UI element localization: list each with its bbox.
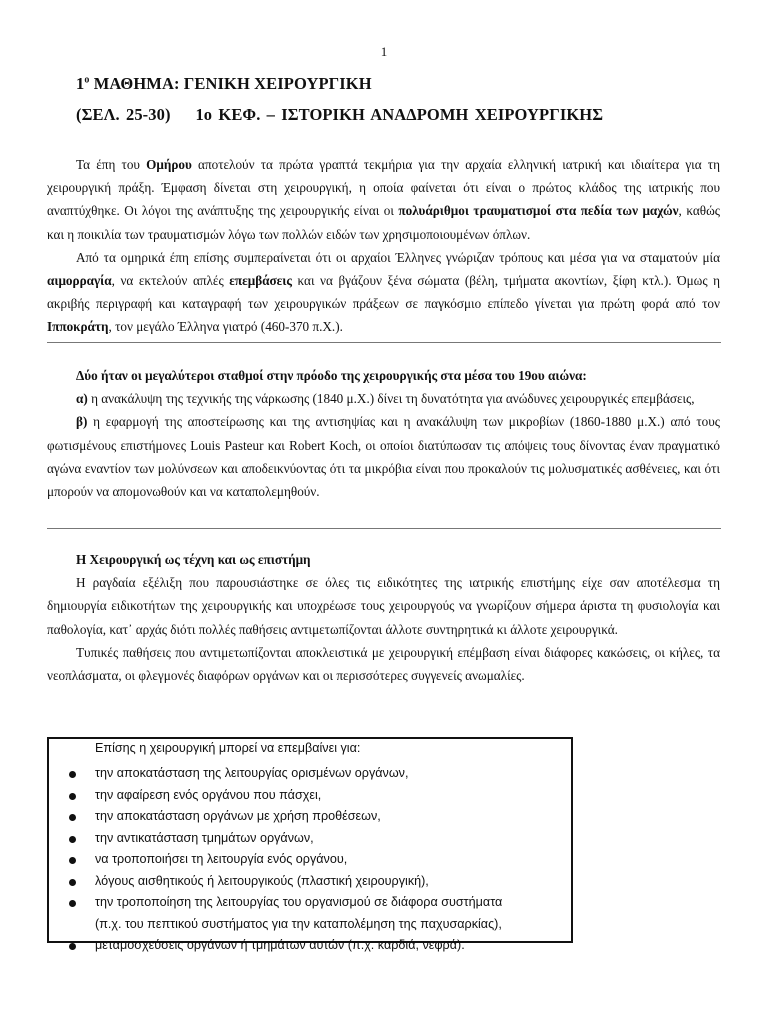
list-item: την αφαίρεση ενός οργάνου που πάσχει, xyxy=(49,785,573,807)
art-science-heading: Η Χειρουργική ως τέχνη και ως επιστήμη xyxy=(76,552,311,567)
art-science-paragraph-1: Η ραγδαία εξέλιξη που παρουσιάστηκε σε όλες τις ειδικότητες της ιατρικής επιστήμης είχε σαν αποτέλεσμα τη δημιουργία ειδικοτήτων της χειρουργικής και υποχρέωσε τους χειρουργούς να γνωρίζουν σήμερα άριστα τη φυσιολογία και παθολογία, κατ᾽ αρχάς διότι πολλές παθήσεις αντιμετωπίζονται άλλοτε συντηρητικά κι άλλοτε χειρουργικά. xyxy=(47,575,720,637)
list-item: να τροποποιήσει τη λειτουργία ενός οργάνου, xyxy=(49,849,573,871)
lesson-number-ordinal: ο xyxy=(84,74,90,86)
milestone-b-label: β) xyxy=(76,414,88,430)
milestone-b xyxy=(47,410,720,503)
lesson-title xyxy=(76,74,372,94)
bold-term-injuries: πολυάριθμοι τραυματισμοί στα πεδία των μαχών xyxy=(398,203,679,219)
milestones-heading: Δύο ήταν οι μεγαλύτεροι σταθμοί στην πρόοδο της χειρουργικής στα μέσα του 19ου αιώνα: xyxy=(76,368,587,383)
milestone-a-label: α) xyxy=(76,391,88,407)
bullet-icon xyxy=(69,943,76,950)
hippocrates-paragraph xyxy=(47,246,720,339)
bullet-icon xyxy=(69,814,76,821)
divider xyxy=(47,342,721,343)
text-run: αποτελούν τα πρώτα γραπτά τεκμήρια για την αρχαία ελληνική ιατρική και ιδιαίτερα για τη χειρουργική πράξη. Έμφαση δίνεται στη χειρουργική, η οποία φαίνεται ότι είναι ο πρώτος κλάδος της ιατρικής που αναπτύχθηκε. Οι λόγοι της ανάπτυξης της χειρουργικής είναι οι xyxy=(47,157,720,219)
box-title: Επίσης η χειρουργική μπορεί να επεμβαίνει για: xyxy=(95,741,361,755)
list-item: την αντικατάσταση τμημάτων οργάνων, xyxy=(49,828,573,850)
bold-term-bleeding: αιμορραγία xyxy=(47,273,112,289)
text-run: , να εκτελούν απλές xyxy=(111,273,230,289)
divider xyxy=(47,528,721,529)
history-section xyxy=(47,153,720,339)
chapter-title: (ΣΕΛ. 25-30) 1ο ΚΕΦ. – ΙΣΤΟΡΙΚΗ ΑΝΑΔΡΟΜΗ ΧΕΙΡΟΥΡΓΙΚΗΣ xyxy=(76,105,604,124)
art-science-section xyxy=(47,548,720,687)
bold-term-hippocrates: Ιπποκράτη xyxy=(47,319,109,335)
list-item: την αποκατάσταση της λειτουργίας ορισμένων οργάνων, xyxy=(49,763,573,785)
list-item: λόγους αισθητικούς ή λειτουργικούς (πλαστική χειρουργική), xyxy=(49,871,573,893)
bold-term-homer: Ομήρου xyxy=(146,157,192,172)
homer-paragraph xyxy=(47,153,720,246)
text-run: Τα έπη του xyxy=(76,157,147,172)
list-item: την αποκατάσταση οργάνων με χρήση προθέσεων, xyxy=(49,806,573,828)
page-number: 1 xyxy=(380,44,388,59)
art-science-paragraph-2: Τυπικές παθήσεις που αντιμετωπίζονται αποκλειστικά με χειρουργική επέμβαση είναι διάφορες κακώσεις, οι κήλες, τα νεοπλάσματα, οι φλεγμονές διαφόρων οργάνων και οι περισσότερες συγγενείς ανωμαλίες. xyxy=(47,644,720,684)
bullet-icon xyxy=(69,836,76,843)
lesson-number: 1 xyxy=(76,74,85,93)
milestone-a-text: η ανακάλυψη της τεχνικής της νάρκωσης (1840 μ.Χ.) δίνει τη δυνατότητα για ανώδυνες χειρουργικές επεμβάσεις, xyxy=(87,391,695,407)
interventions-box xyxy=(47,737,573,952)
bullet-icon xyxy=(69,900,76,907)
text-run: , καθώς και η ποικιλία των τραυματισμών λόγω των πολλών ειδών των χρησιμοποιουμένων όπλων. xyxy=(47,203,720,242)
text-run: , τον μεγάλο Έλληνα γιατρό (460-370 π.Χ.). xyxy=(108,319,343,335)
bullet-icon xyxy=(69,793,76,800)
list-item: μεταμοσχεύσεις οργάνων ή τμημάτων αυτών (π.χ. καρδιά, νεφρά). xyxy=(49,935,573,957)
bullet-icon xyxy=(69,857,76,864)
milestones-section xyxy=(47,364,720,503)
lesson-title-text: ΜΑΘΗΜΑ: ΓΕΝΙΚΗ ΧΕΙΡΟΥΡΓΙΚΗ xyxy=(89,74,372,93)
milestone-b-text: η εφαρμογή της αποστείρωσης και της αντισηψίας και η ανακάλυψη των μικροβίων (1860-1880 μ.Χ.) από τους φωτισμένους επιστήμονες Louis Pasteur και Robert Koch, οι οποίοι διατύπωσαν τις απόψεις τους δίνοντας έναν πραγματικό αγώνα εναντίον των μολύνσεων και αποδεικνύοντας ότι τα μικρόβια είναι που προκαλούν τις μολυσματικές ασθένειες, και ότι μπορούν να απομονωθούν και να καταπολεμηθούν. xyxy=(47,414,720,500)
bullet-icon xyxy=(69,771,76,778)
text-run: Από τα ομηρικά έπη επίσης συμπεραίνεται ότι οι αρχαίοι Έλληνες γνώριζαν τρόπους και μέσα για να σταματούν μία xyxy=(76,249,720,265)
bullet-icon xyxy=(69,879,76,886)
bold-term-operations: επεμβάσεις xyxy=(229,273,292,289)
text-run: και να βγάζουν ξένα σώματα (βέλη, τμήματα ακοντίων, ξίφη κτλ.). Όμως η ακριβής περιγραφή και καταγραφή των χειρουργικών πράξεων σε παγκόσμιο επίπεδο γίνεται για πρώτη φορά από τον xyxy=(47,273,721,312)
list-item: την τροποποίηση της λειτουργίας του οργανισμού σε διάφορα συστήματα (π.χ. του πεπτικού συστήματος για την καταπολέμηση της παχυσαρκίας), xyxy=(49,892,573,935)
milestone-a xyxy=(47,387,720,410)
interventions-list xyxy=(49,763,573,957)
